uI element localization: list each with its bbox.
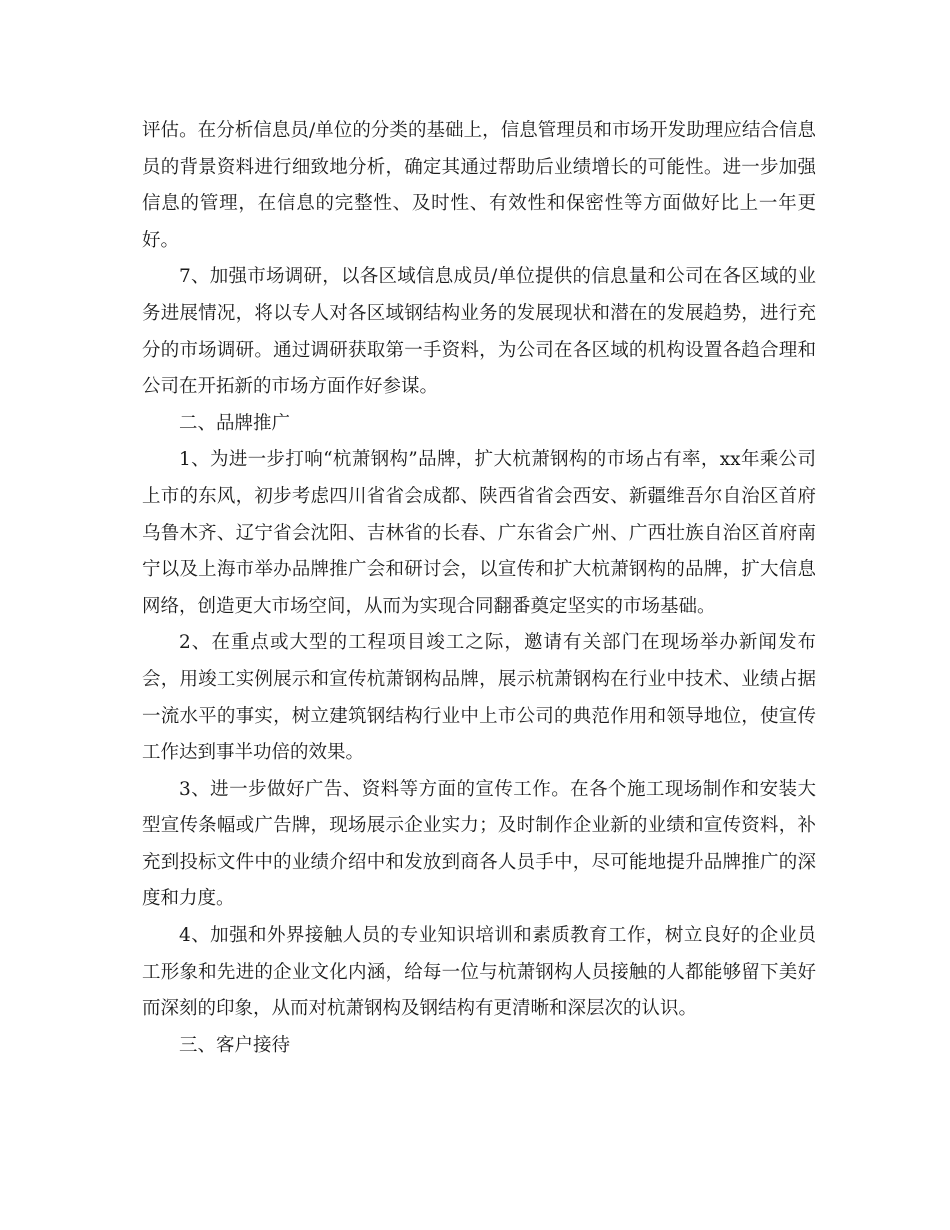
section-heading-brand-promotion: 二、品牌推广 bbox=[179, 412, 291, 434]
paragraph-brand-item-1: 1、为进一步打响“杭萧钢构”品牌，扩大杭萧钢构的市场占有率，xx年乘公司上市的东风，初步考虑四川省省会成都、陕西省省会西安、新疆维吾尔自治区首府乌鲁木齐、辽宁省会沈阳、吉林省的长春、广东省会广州、广西壮族自治区首府南宁以及上海市举办品牌推广会和研讨会，以宣传和扩大杭萧钢构的品牌，扩大信息网络，创造更大市场空间，从而为实现合同翻番奠定坚实的市场基础。 bbox=[142, 449, 816, 617]
paragraph-market-research: 7、加强市场调研，以各区域信息成员/单位提供的信息量和公司在各区域的业务进展情况，将以专人对各区域钢结构业务的发展现状和潜在的发展趋势，进行充分的市场调研。通过调研获取第一手资料，为公司在各区域的机构设置各趋合理和公司在开拓新的市场方面作好参谋。 bbox=[142, 266, 816, 398]
paragraph-brand-item-4: 4、加强和外界接触人员的专业知识培训和素质教育工作，树立良好的企业员工形象和先进的企业文化内涵，给每一位与杭萧钢构人员接触的人都能够留下美好而深刻的印象，从而对杭萧钢构及钢结构有更清晰和深层次的认识。 bbox=[142, 925, 816, 1020]
paragraph-continuation: 评估。在分析信息员/单位的分类的基础上，信息管理员和市场开发助理应结合信息员的背景资料进行细致地分析，确定其通过帮助后业绩增长的可能性。进一步加强信息的管理，在信息的完整性、及时性、有效性和保密性等方面做好比上一年更好。 bbox=[142, 120, 816, 251]
document-body bbox=[142, 113, 816, 1064]
section-heading-customer-reception: 三、客户接待 bbox=[179, 1034, 291, 1056]
paragraph-brand-item-2: 2、在重点或大型的工程项目竣工之际，邀请有关部门在现场举办新闻发布会，用竣工实例展示和宣传杭萧钢构品牌，展示杭萧钢构在行业中技术、业绩占据一流水平的事实，树立建筑钢结构行业中上市公司的典范作用和领导地位，使宣传工作达到事半功倍的效果。 bbox=[142, 632, 816, 764]
paragraph-brand-item-3: 3、进一步做好广告、资料等方面的宣传工作。在各个施工现场制作和安装大型宣传条幅或广告牌，现场展示企业实力；及时制作企业新的业绩和宣传资料，补充到投标文件中的业绩介绍中和发放到商各人员手中，尽可能地提升品牌推广的深度和力度。 bbox=[142, 778, 816, 910]
